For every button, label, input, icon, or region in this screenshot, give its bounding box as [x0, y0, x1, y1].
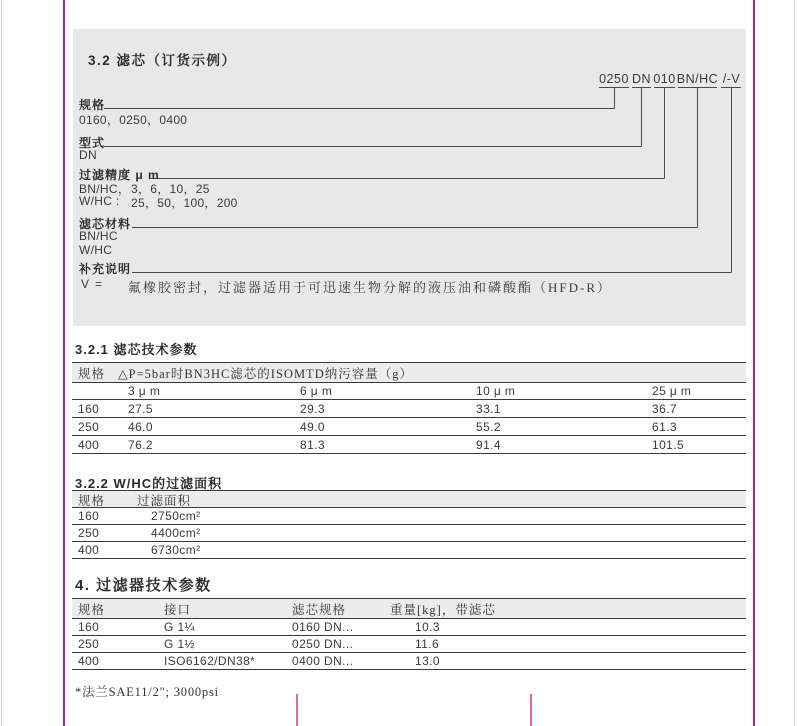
- page-edge-line-left: [1, 0, 2, 726]
- field-value-type: DN: [79, 148, 97, 162]
- table-322-header-row: [72, 491, 746, 508]
- cell-10um: 91.4: [476, 437, 501, 452]
- section-title-4: 4. 过滤器技术参数: [75, 577, 212, 594]
- cell-6um: 29.3: [300, 401, 325, 416]
- order-code-type: DN: [631, 72, 652, 86]
- cell-spec: 400: [78, 437, 100, 452]
- table-row: [72, 400, 746, 418]
- cell-spec: 160: [78, 401, 100, 416]
- table-321-header-row: [72, 363, 746, 383]
- fold-mark-bottom-right: [530, 694, 532, 726]
- order-code-suffix: /-V: [722, 72, 741, 86]
- cell-element: 0400 DN...: [292, 654, 354, 668]
- cell-6um: 81.3: [300, 437, 325, 452]
- fold-mark-bottom-left: [296, 694, 298, 726]
- table-row: [72, 418, 746, 436]
- table-4-header-weight: 重量[kg]，带滤芯: [390, 602, 496, 617]
- table-322-header-spec: 规格: [78, 494, 106, 508]
- filtration-rating-row-whc: [79, 194, 238, 211]
- cell-10um: 55.2: [476, 419, 501, 434]
- field-value-material-1: BN/HC: [79, 229, 118, 243]
- section-title-322: 3.2.2 W/HC的过滤面积: [75, 476, 223, 491]
- cell-element: 0160 DN...: [292, 620, 354, 634]
- table-321-header-spec: 规格: [78, 366, 106, 381]
- cell-port: G 1¼: [164, 620, 195, 634]
- cell-spec: 400: [78, 654, 100, 668]
- crop-mark-right: [753, 0, 755, 726]
- field-label-type: 型式: [79, 136, 106, 150]
- cell-area: 4400cm²: [151, 526, 201, 540]
- supplement-note-equals: =: [95, 277, 103, 291]
- cell-spec: 160: [78, 620, 100, 634]
- cell-element: 0250 DN...: [292, 637, 354, 651]
- order-code-micron: 010: [653, 72, 676, 86]
- table-4-header-row: [72, 599, 746, 619]
- table-4-header-port: 接口: [164, 602, 192, 617]
- cell-10um: 33.1: [476, 401, 501, 416]
- table-321-subheader-3um: 3 μ m: [128, 384, 161, 398]
- cell-3um: 46.0: [128, 419, 153, 434]
- ordering-example-panel: [73, 29, 746, 326]
- cell-3um: 27.5: [128, 401, 153, 416]
- cell-25um: 61.3: [652, 419, 677, 434]
- cell-area: 2750cm²: [151, 509, 201, 523]
- table-filter-parameters: [72, 598, 746, 670]
- cell-area: 6730cm²: [151, 543, 201, 557]
- table-321-subheader-row: [72, 383, 746, 400]
- cell-port: G 1½: [164, 637, 195, 651]
- table-4-footnote: *法兰SAE11/2"; 3000psi: [75, 685, 219, 699]
- filtration-rating-key-whc: W/HC :: [79, 194, 120, 208]
- cell-6um: 49.0: [300, 419, 325, 434]
- supplement-note-key: V: [81, 277, 90, 291]
- table-element-parameters: [72, 362, 746, 454]
- table-row: [72, 436, 746, 454]
- crop-mark-left: [63, 0, 65, 726]
- supplement-note-row: [81, 277, 612, 296]
- cell-spec: 250: [78, 637, 100, 651]
- table-4-header-spec: 规格: [78, 602, 106, 617]
- table-321-header-capacity: △P=5bar时BN3HC滤芯的ISOMTD纳污容量（g）: [118, 366, 413, 381]
- table-321-subheader-25um: 25 μ m: [652, 384, 692, 398]
- table-filter-area: [72, 490, 746, 559]
- order-code-size: 0250: [599, 72, 629, 86]
- cell-port: ISO6162/DN38*: [164, 654, 256, 668]
- filtration-rating-key-bnhc: BN/HC，: [79, 182, 131, 196]
- cell-spec: 160: [78, 509, 100, 523]
- table-322-header-area: 过滤面积: [137, 494, 192, 508]
- table-row: [72, 653, 746, 670]
- cell-3um: 76.2: [128, 437, 153, 452]
- table-4-header-element: 滤芯规格: [292, 602, 347, 617]
- table-row: [72, 508, 746, 525]
- cell-weight: 10.3: [415, 620, 440, 634]
- table-row: [72, 542, 746, 559]
- supplement-note-text: 氟橡胶密封，过滤器适用于可迅速生物分解的液压油和磷酸酯（HFD-R）: [128, 280, 613, 295]
- table-321-subheader-10um: 10 μ m: [476, 384, 516, 398]
- cell-weight: 13.0: [415, 654, 440, 668]
- field-value-size: 0160，0250，0400: [79, 113, 188, 127]
- filtration-rating-values-bnhc: 3，6，10，25: [131, 182, 210, 196]
- order-code-material: BN/HC: [676, 72, 719, 86]
- section-title-321: 3.2.1 滤芯技术参数: [75, 342, 198, 357]
- field-label-material: 滤芯材料: [79, 217, 132, 231]
- field-value-material-2: W/HC: [79, 243, 113, 257]
- cell-spec: 400: [78, 543, 100, 557]
- cell-spec: 250: [78, 419, 100, 434]
- field-label-supplement: 补充说明: [79, 262, 132, 276]
- table-321-subheader-6um: 6 μ m: [300, 384, 333, 398]
- cell-weight: 11.6: [415, 637, 440, 651]
- section-title-ordering: 3.2 滤芯（订货示例）: [88, 53, 237, 68]
- field-label-size: 规格: [79, 98, 106, 112]
- filtration-rating-values-whc: 25，50，100，200: [131, 196, 238, 210]
- field-label-filtration-rating: 过滤精度 μ m: [79, 168, 160, 182]
- cell-spec: 250: [78, 526, 100, 540]
- table-row: [72, 619, 746, 636]
- page-edge-line-right: [794, 0, 795, 726]
- table-row: [72, 636, 746, 653]
- cell-25um: 101.5: [652, 437, 685, 452]
- table-row: [72, 525, 746, 542]
- cell-25um: 36.7: [652, 401, 677, 416]
